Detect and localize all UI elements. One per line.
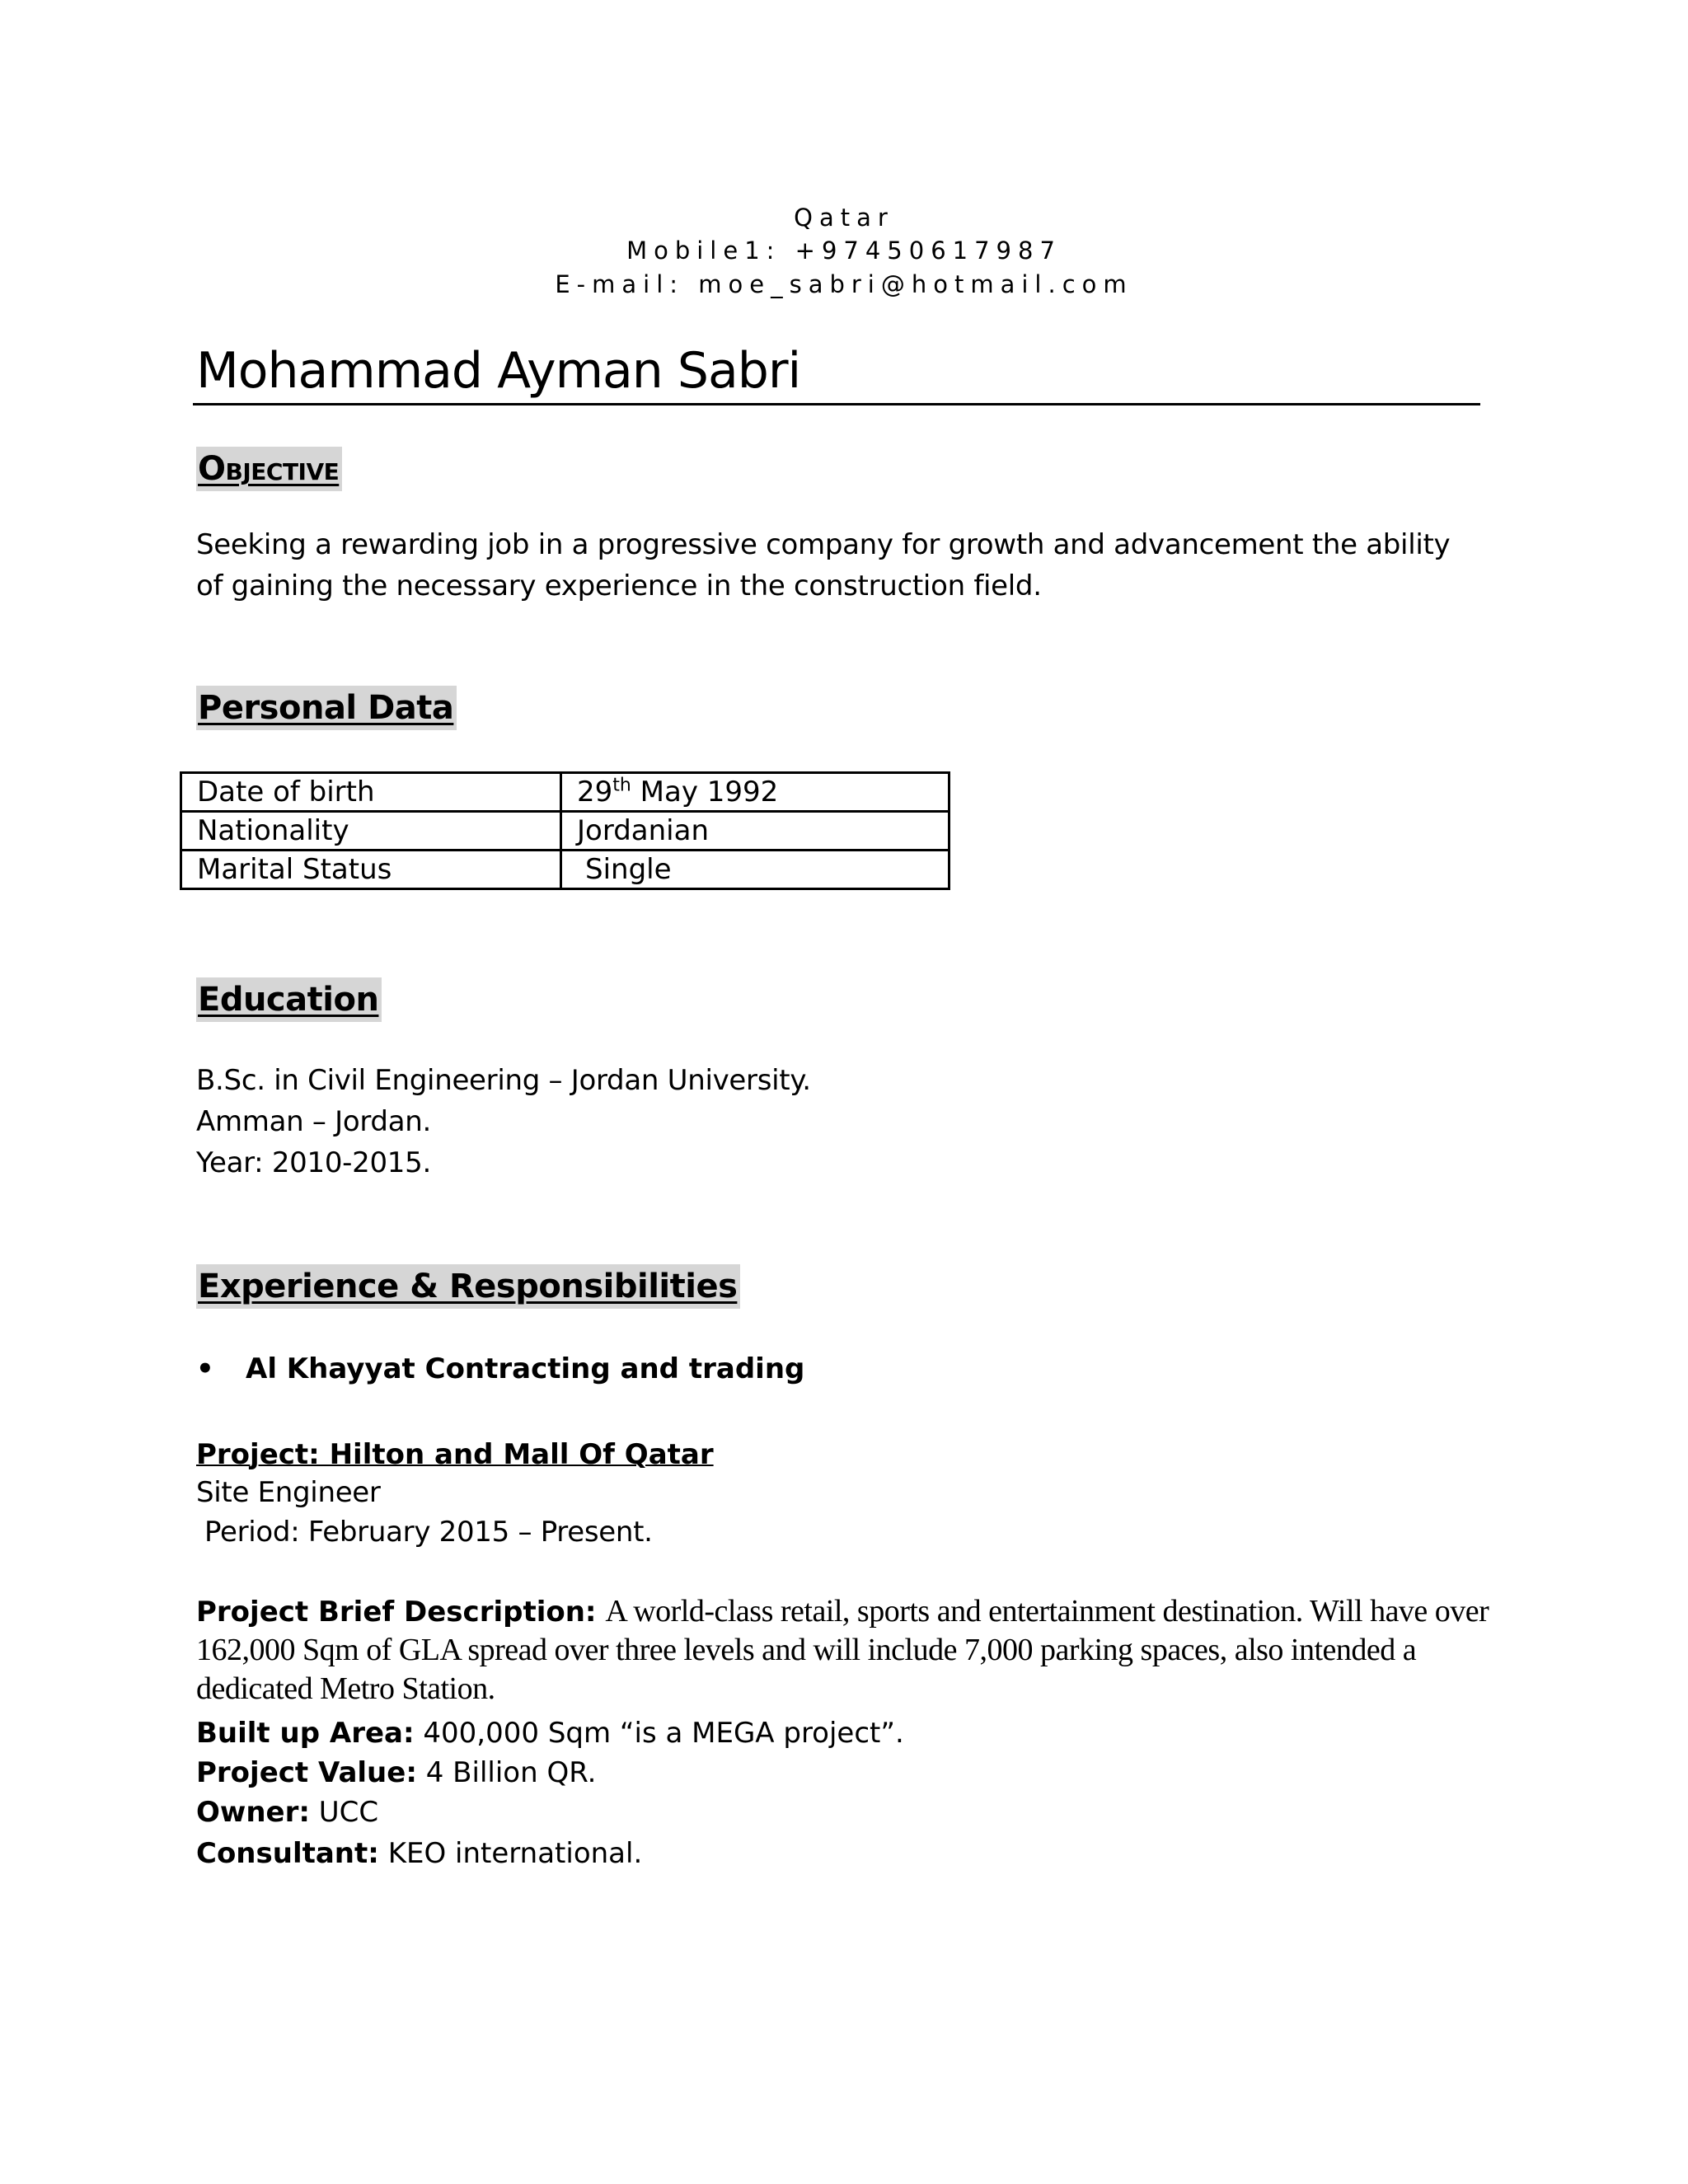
consultant-label: Consultant: [196, 1837, 379, 1870]
project-value-label: Project Value: [196, 1756, 417, 1789]
dob-value [561, 773, 950, 812]
consultant-value: KEO international. [387, 1837, 643, 1870]
contact-country: Qatar [794, 204, 894, 232]
project-brief-label: Project Brief Description: [196, 1596, 597, 1629]
job-role: Site Engineer [196, 1476, 381, 1509]
company-bullet [196, 1348, 804, 1390]
built-up-area-label: Built up Area: [196, 1717, 415, 1750]
objective-text: Seeking a rewarding job in a progressive company for growth and advancement the ability of gaining the necessary experience in the construction field. [196, 528, 1451, 602]
table-row [181, 851, 950, 889]
contact-mobile: Mobile1: +97450617987 [626, 237, 1062, 265]
education-heading: Education [196, 977, 382, 1022]
personal-data-table [180, 771, 950, 890]
built-up-area-value: 400,000 Sqm “is a MEGA project”. [423, 1717, 904, 1750]
project-value-value: 4 Billion QR. [425, 1756, 597, 1789]
project-value [196, 1752, 596, 1793]
experience-heading: Experience & Responsibilities [196, 1264, 740, 1309]
company-name: Al Khayyat Contracting and trading [246, 1352, 805, 1385]
personal-data-heading: Personal Data [196, 686, 457, 730]
table-row [181, 812, 950, 851]
bullet-icon: • [196, 1352, 214, 1385]
dob-suffix: th [612, 775, 631, 796]
name-divider [193, 403, 1480, 405]
dob-month-year: May 1992 [631, 776, 779, 808]
project-brief-text: A world-class retail, sports and entertainment destination. Will have over 162,000 Sqm of GLA spread over three levels and will include 7,000 parking spaces, also intended a dedicated Metro Station. [196, 1594, 1489, 1706]
candidate-name: Mohammad Ayman Sabri [196, 342, 801, 400]
owner-label: Owner: [196, 1796, 310, 1829]
education-block [196, 1060, 811, 1183]
education-location: Amman – Jordan. [196, 1105, 431, 1138]
owner [196, 1792, 378, 1833]
owner-value: UCC [318, 1796, 379, 1829]
project-title: Project: Hilton and Mall Of Qatar [196, 1438, 714, 1471]
consultant [196, 1833, 642, 1874]
dob-label: Date of birth [181, 773, 561, 812]
built-up-area [196, 1713, 904, 1754]
nationality-label: Nationality [181, 812, 561, 851]
marital-status-value: Single [561, 851, 950, 889]
project-brief [196, 1592, 1498, 1708]
dob-day: 29 [577, 776, 613, 808]
education-year: Year: 2010-2015. [196, 1146, 431, 1179]
job-period: Period: February 2015 – Present. [204, 1516, 653, 1549]
objective-heading: Objective [196, 447, 342, 491]
table-row [181, 773, 950, 812]
contact-email: E-mail: moe_sabri@hotmail.com [555, 270, 1133, 298]
marital-status-label: Marital Status [181, 851, 561, 889]
education-degree: B.Sc. in Civil Engineering – Jordan University. [196, 1064, 811, 1097]
nationality-value: Jordanian [561, 812, 950, 851]
